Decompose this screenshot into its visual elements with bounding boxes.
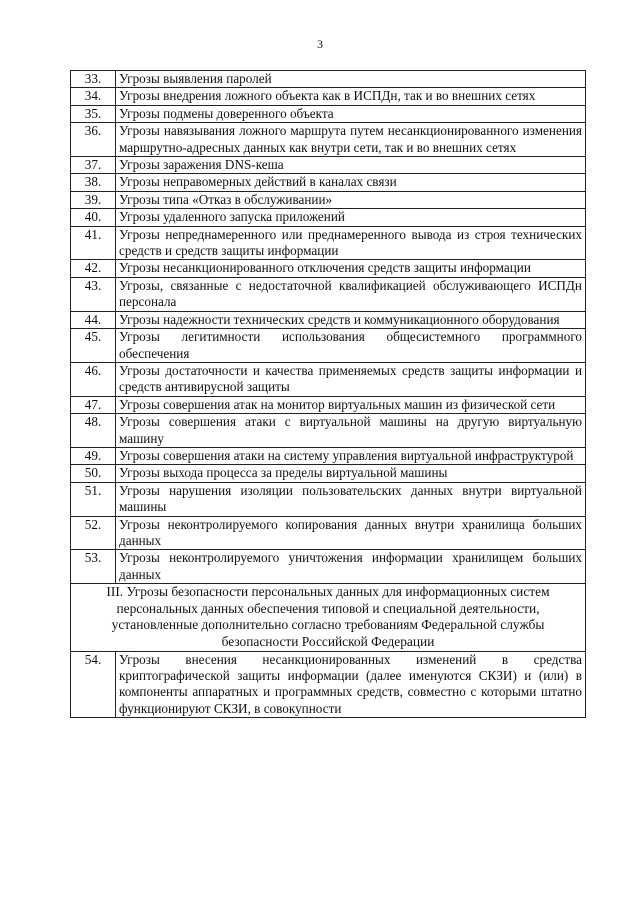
- table-row: [71, 157, 586, 174]
- table-row: [71, 447, 586, 464]
- threat-description: Угрозы несанкционированного отключения средств защиты информации: [116, 260, 586, 277]
- threat-description: Угрозы, связанные с недостаточной квалификацией обслуживающего ИСПДн персонала: [116, 277, 586, 311]
- table-row: [71, 191, 586, 208]
- table-row: [71, 174, 586, 191]
- row-number: 44.: [71, 311, 116, 328]
- row-number: 53.: [71, 550, 116, 584]
- threat-description: Угрозы выявления паролей: [116, 71, 586, 88]
- section-heading: III. Угрозы безопасности персональных данных для информационных систем персональных данных обеспечения типовой и специальной деятельности, установленные дополнительно согласно требованиям Федеральной службы безопасности Российской Федерации: [71, 584, 586, 651]
- row-number: 42.: [71, 260, 116, 277]
- table-row: [71, 396, 586, 413]
- section-heading-row: [71, 584, 586, 651]
- row-number: 40.: [71, 209, 116, 226]
- table-row: [71, 260, 586, 277]
- threat-description: Угрозы заражения DNS-кеша: [116, 157, 586, 174]
- table-row: [71, 226, 586, 260]
- table-row: [71, 482, 586, 516]
- table-row: [71, 550, 586, 584]
- table-row: [71, 362, 586, 396]
- threat-description: Угрозы внесения несанкционированных изменений в средства криптографической защиты информации (далее именуются СКЗИ) и (или) в компоненты аппаратных и программных средств, совместно с которыми штатно функционируют СКЗИ, в совокупности: [116, 651, 586, 718]
- threat-description: Угрозы навязывания ложного маршрута путем несанкционированного изменения маршрутно-адресных данных как внутри сети, так и во внешних сетях: [116, 123, 586, 157]
- table-row: [71, 209, 586, 226]
- row-number: 45.: [71, 329, 116, 363]
- row-number: 47.: [71, 396, 116, 413]
- threat-description: Угрозы неправомерных действий в каналах связи: [116, 174, 586, 191]
- row-number: 43.: [71, 277, 116, 311]
- row-number: 46.: [71, 362, 116, 396]
- row-number: 34.: [71, 88, 116, 105]
- threat-description: Угрозы типа «Отказ в обслуживании»: [116, 191, 586, 208]
- threat-description: Угрозы внедрения ложного объекта как в ИСПДн, так и во внешних сетях: [116, 88, 586, 105]
- threat-description: Угрозы совершения атаки с виртуальной машины на другую виртуальную машину: [116, 414, 586, 448]
- row-number: 41.: [71, 226, 116, 260]
- table-row: [71, 71, 586, 88]
- threat-description: Угрозы надежности технических средств и коммуникационного оборудования: [116, 311, 586, 328]
- row-number: 49.: [71, 447, 116, 464]
- threat-description: Угрозы совершения атак на монитор виртуальных машин из физической сети: [116, 396, 586, 413]
- threat-description: Угрозы легитимности использования общесистемного программного обеспечения: [116, 329, 586, 363]
- threat-description: Угрозы выхода процесса за пределы виртуальной машины: [116, 465, 586, 482]
- table-row: [71, 88, 586, 105]
- threat-description: Угрозы достаточности и качества применяемых средств защиты информации и средств антивирусной защиты: [116, 362, 586, 396]
- table-row: [71, 311, 586, 328]
- threats-table: [70, 70, 586, 718]
- row-number: 50.: [71, 465, 116, 482]
- threat-description: Угрозы неконтролируемого уничтожения информации хранилищем больших данных: [116, 550, 586, 584]
- row-number: 51.: [71, 482, 116, 516]
- table-row: [71, 105, 586, 122]
- threat-description: Угрозы удаленного запуска приложений: [116, 209, 586, 226]
- threat-description: Угрозы нарушения изоляции пользовательских данных внутри виртуальной машины: [116, 482, 586, 516]
- row-number: 37.: [71, 157, 116, 174]
- row-number: 35.: [71, 105, 116, 122]
- table-row: [71, 516, 586, 550]
- row-number: 48.: [71, 414, 116, 448]
- row-number: 38.: [71, 174, 116, 191]
- table-row: [71, 277, 586, 311]
- row-number: 54.: [71, 651, 116, 718]
- table-row: [71, 123, 586, 157]
- row-number: 33.: [71, 71, 116, 88]
- table-row: [71, 651, 586, 718]
- threat-description: Угрозы непреднамеренного или преднамеренного вывода из строя технических средств и средств защиты информации: [116, 226, 586, 260]
- table-row: [71, 329, 586, 363]
- table-row: [71, 414, 586, 448]
- row-number: 52.: [71, 516, 116, 550]
- row-number: 36.: [71, 123, 116, 157]
- threat-description: Угрозы подмены доверенного объекта: [116, 105, 586, 122]
- table-row: [71, 465, 586, 482]
- threat-description: Угрозы неконтролируемого копирования данных внутри хранилища больших данных: [116, 516, 586, 550]
- page-number: 3: [317, 37, 323, 51]
- threat-description: Угрозы совершения атаки на систему управления виртуальной инфраструктурой: [116, 447, 586, 464]
- row-number: 39.: [71, 191, 116, 208]
